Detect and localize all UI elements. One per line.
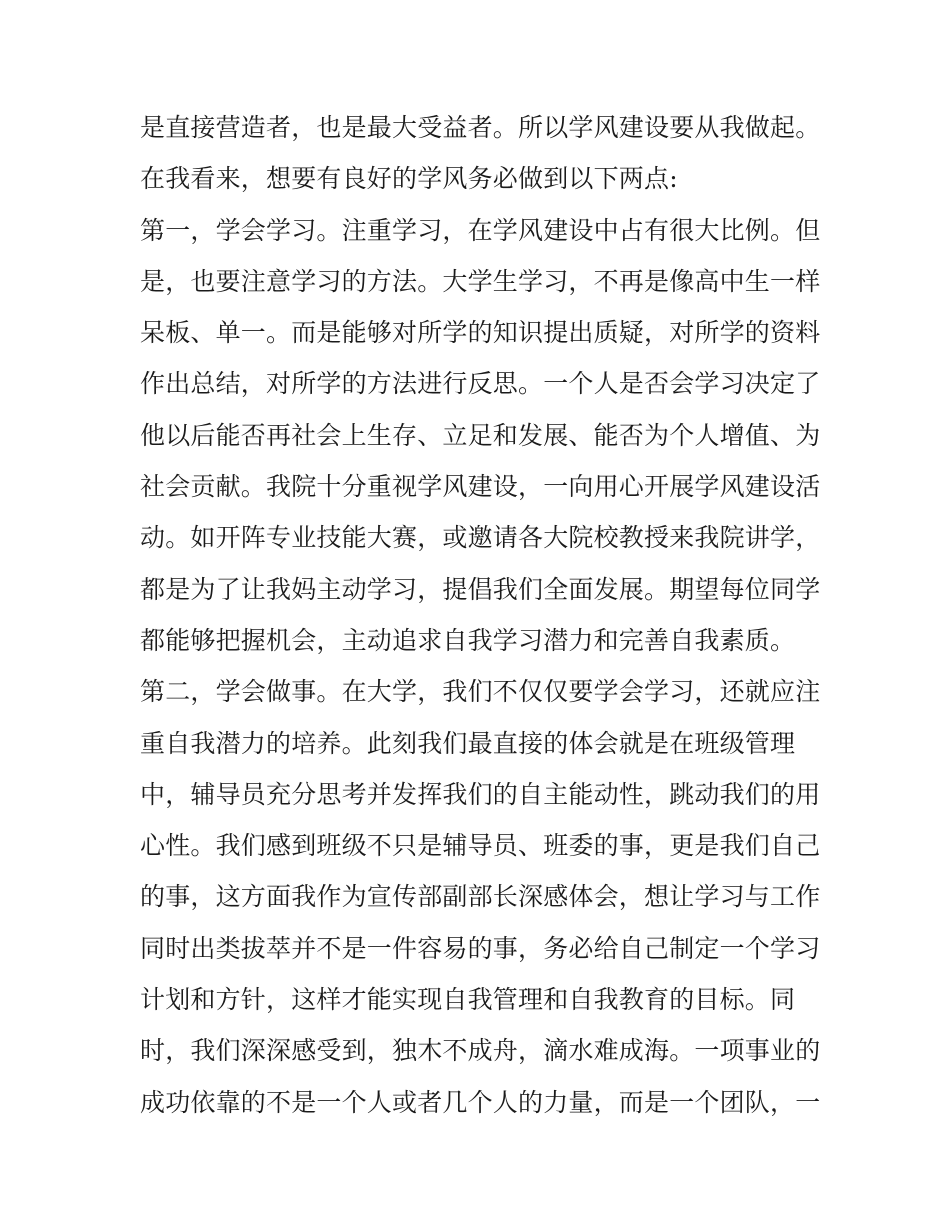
text-line: 他以后能否再社会上生存、立足和发展、能否为个人增值、为 [140, 420, 821, 450]
text-line: 第一，学会学习。注重学习，在学风建设中占有很大比例。但 [140, 215, 821, 245]
text-line: 的事，这方面我作为宣传部副部长深感体会，想让学习与工作 [140, 882, 821, 912]
text-line: 动。如开阵专业技能大赛，或邀请各大院校教授来我院讲学， [140, 523, 821, 553]
text-line: 成功依靠的不是一个人或者几个人的力量，而是一个团队，一 [140, 1087, 821, 1117]
text-line: 都是为了让我妈主动学习，提倡我们全面发展。期望每位同学 [140, 574, 821, 604]
text-line: 重自我潜力的培养。此刻我们最直接的体会就是在班级管理 [140, 728, 796, 758]
text-line: 第二，学会做事。在大学，我们不仅仅要学会学习，还就应注 [140, 677, 821, 707]
text-line: 都能够把握机会，主动追求自我学习潜力和完善自我素质。 [140, 625, 796, 655]
text-line: 中，辅导员充分思考并发挥我们的自主能动性，跳动我们的用 [140, 779, 821, 809]
text-line: 呆板、单一。而是能够对所学的知识提出质疑，对所学的资料 [140, 318, 821, 348]
text-line: 是，也要注意学习的方法。大学生学习，不再是像高中生一样 [140, 266, 821, 296]
text-line: 计划和方针，这样才能实现自我管理和自我教育的目标。同 [140, 985, 796, 1015]
text-line: 社会贡献。我院十分重视学风建设，一向用心开展学风建设活 [140, 472, 821, 502]
text-line: 心性。我们感到班级不只是辅导员、班委的事，更是我们自己 [140, 831, 821, 861]
text-line: 在我看来，想要有良好的学风务必做到以下两点: [140, 164, 678, 194]
text-line: 是直接营造者，也是最大受益者。所以学风建设要从我做起。 [140, 113, 821, 142]
text-line: 同时出类拔萃并不是一件容易的事，务必给自己制定一个学习 [140, 933, 821, 963]
text-line: 作出总结，对所学的方法进行反思。一个人是否会学习决定了 [140, 369, 821, 399]
body-text [140, 102, 820, 1128]
text-line: 时，我们深深感受到，独木不成舟，滴水难成海。一项事业的 [140, 1036, 821, 1066]
